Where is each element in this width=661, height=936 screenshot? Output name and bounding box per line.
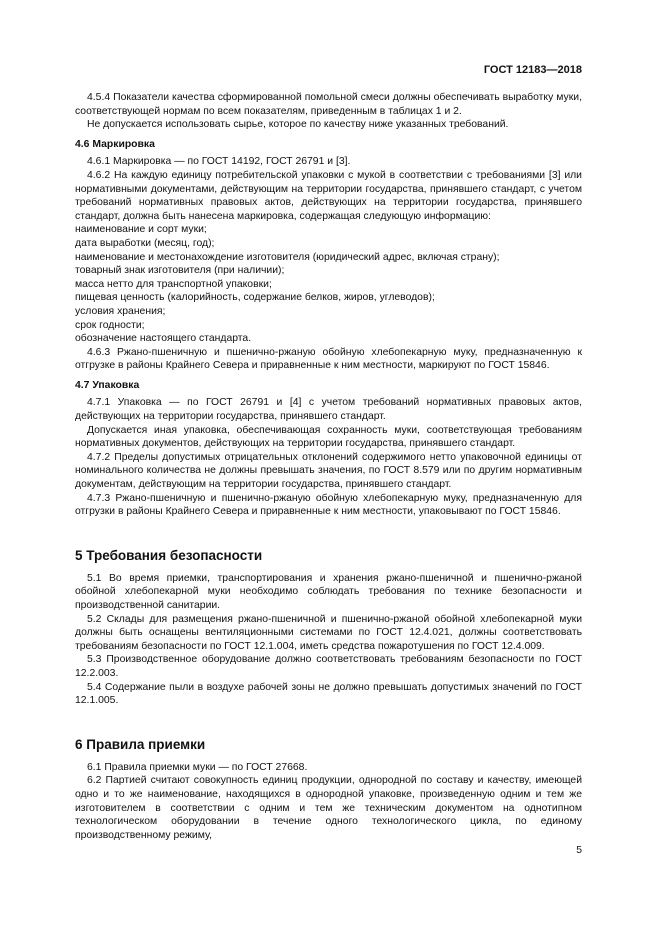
- document-body: [75, 91, 582, 842]
- paragraph: 5.3 Производственное оборудование должно соответствовать требованиям безопасности по ГОСТ 12.2.003.: [75, 654, 582, 679]
- paragraph: Допускается иная упаковка, обеспечивающая сохранность муки, соответствующая требованиям нормативных документов, действующих на территории государства, принявшего стандарт.: [75, 424, 582, 450]
- section-heading: 5 Требования безопасности: [75, 547, 263, 563]
- paragraph: 4.6.1 Маркировка — по ГОСТ 14192, ГОСТ 26791 и [3].: [87, 156, 351, 168]
- list-item: условия хранения;: [75, 305, 166, 317]
- paragraph: Не допускается использовать сырье, которое по качеству ниже указанных требований.: [87, 119, 509, 131]
- list-item: наименование и сорт муки;: [75, 224, 207, 236]
- paragraph: 6.1 Правила приемки муки — по ГОСТ 27668.: [87, 761, 308, 773]
- page-number: 5: [576, 845, 582, 856]
- paragraph: 5.1 Во время приемки, транспортирования и хранения ржано-пшеничной и пшенично-ржаной обойной хлебопекарной муки необходимо соблюдать требования по технике безопасности и производственной санитарии.: [75, 572, 582, 611]
- list-item: дата выработки (месяц, год);: [75, 237, 215, 249]
- subsection-heading: 4.6 Маркировка: [75, 138, 155, 150]
- document-code: ГОСТ 12183—2018: [483, 64, 582, 76]
- paragraph: 5.2 Склады для размещения ржано-пшеничной и пшенично-ржаной обойной хлебопекарной муки должны быть оснащены вентиляционными системами по ГОСТ 12.4.021, должны соответствовать требованиям безопасности по ГОСТ 12.1.004, иметь средства пожаротушения по ГОСТ 12.4.009.: [75, 613, 582, 652]
- paragraph: 4.7.2 Пределы допустимых отрицательных отклонений содержимого нетто упаковочной единицы от номинального количества не должны превышать значения, по ГОСТ 8.579 или по другим нормативным документам, действующим на территории государства, принявшего стандарт.: [75, 451, 582, 491]
- list-item: пищевая ценность (калорийность, содержание белков, жиров, углеводов);: [75, 292, 435, 304]
- paragraph: 6.2 Партией считают совокупность единиц продукции, однородной по составу и качеству, имеющей одно и то же наименование, находящихся в однородной упаковке, произведенную одним и тем же изготовителем в соответствии с одним и тем же техническим документом на однотипном технологическом оборудовании в течение одного технологического цикла, по единому производственному режиму,: [75, 775, 582, 841]
- paragraph: 4.6.2 На каждую единицу потребительской упаковки с мукой в соответствии с требованиями [3] или нормативными документами, действующим на территории государства, принявшего стандарт, с учетом требований нормативных правовых актов, действующих на территории государства, принявшего стандарт, должна быть нанесена маркировка, содержащая следующую информацию:: [75, 169, 582, 222]
- list-item: товарный знак изготовителя (при наличии);: [75, 265, 285, 277]
- section-heading: 6 Правила приемки: [75, 736, 206, 752]
- paragraph: 4.6.3 Ржано-пшеничную и пшенично-ржаную обойную хлебопекарную муку, предназначенную к отгрузке в районы Крайнего Севера и приравненные к ним местности, маркируют по ГОСТ 15846.: [75, 346, 582, 372]
- list-item: срок годности;: [75, 319, 145, 331]
- paragraph: 5.4 Содержание пыли в воздухе рабочей зоны не должно превышать допустимых значений по ГОСТ 12.1.005.: [75, 681, 582, 707]
- list-item: масса нетто для транспортной упаковки;: [75, 278, 272, 290]
- paragraph: 4.7.1 Упаковка — по ГОСТ 26791 и [4] с учетом требований нормативных правовых актов, действующих на территории государства, принявшего стандарт.: [75, 397, 582, 423]
- list-item: обозначение настоящего стандарта.: [75, 333, 252, 345]
- paragraph: 4.5.4 Показатели качества сформированной помольной смеси должны обеспечивать выработку муки, соответствующей нормам по всем показателям, приведенным в таблицах 1 и 2.: [75, 92, 582, 117]
- paragraph: 4.7.3 Ржано-пшеничную и пшенично-ржаную обойную хлебопекарную муку, предназначенную для отгрузки в районы Крайнего Севера и приравненные к ним местности, упаковывают по ГОСТ 15846.: [75, 492, 582, 518]
- list-item: наименование и местонахождение изготовителя (юридический адрес, включая страну);: [75, 251, 500, 263]
- subsection-heading: 4.7 Упаковка: [75, 379, 140, 391]
